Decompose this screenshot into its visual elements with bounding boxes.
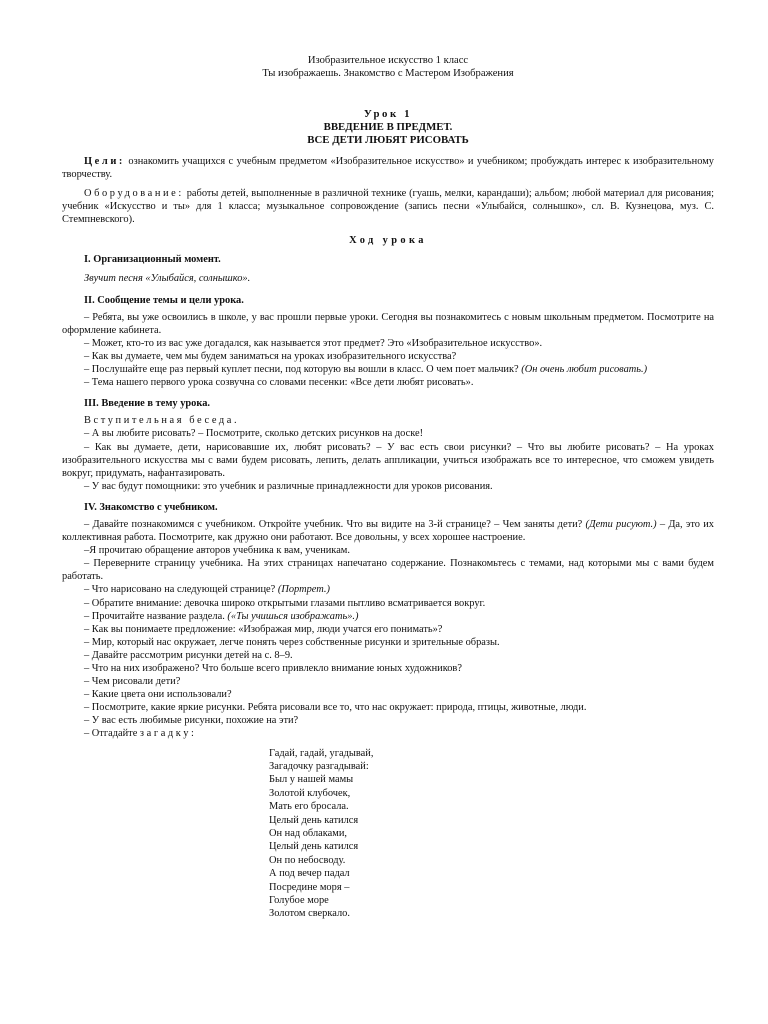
poem-line: Золотом сверкало. bbox=[269, 908, 350, 920]
section-2-listen-answer: (Он очень любит рисовать.) bbox=[521, 364, 648, 376]
lesson-number: Урок 1 bbox=[363, 107, 413, 120]
section-4-text: – Что нарисовано на следующей странице? bbox=[84, 584, 276, 596]
section-3-title: III. Введение в тему урока. bbox=[84, 398, 210, 410]
section-4-line: –Я прочитаю обращение авторов учебника к вам, ученикам. bbox=[84, 545, 350, 557]
poem-line: А под вечер падал bbox=[269, 868, 350, 880]
section-4-line: – Обратите внимание: девочка широко открытыми глазами пытливо всматривается вокруг. bbox=[84, 597, 486, 609]
equipment-paragraph bbox=[62, 187, 714, 226]
section-4-line: – Чем рисовали дети? bbox=[84, 676, 181, 688]
section-2-line: – Как вы думаете, чем мы будем заниматься на уроках изобразительного искусства? bbox=[84, 350, 457, 362]
section-4-line: – Давайте рассмотрим рисунки детей на с. 8–9. bbox=[84, 649, 293, 661]
section-2-line: – Может, кто-то из вас уже догадался, как называется этот предмет? Это «Изобразительное искусство». bbox=[84, 337, 543, 349]
lesson-title-2: ВСЕ ДЕТИ ЛЮБЯТ РИСОВАТЬ bbox=[307, 133, 469, 146]
section-4-line: – Что на них изображено? Что больше всего привлекло внимание юных художников? bbox=[84, 663, 462, 674]
section-4-answer: (Дети рисуют.) bbox=[585, 518, 657, 530]
section-2-listen-text: – Послушайте еще раз первый куплет песни, под которую вы вошли в класс. О чем поет мальчик? bbox=[84, 364, 519, 376]
section-2-title: II. Сообщение темы и цели урока. bbox=[84, 294, 244, 306]
poem-line: Гадай, гадай, угадывай, bbox=[269, 747, 374, 759]
section-3-body bbox=[62, 414, 714, 493]
poem-line: Посредине моря – bbox=[269, 881, 350, 893]
section-4-line: – Переверните страницу учебника. На этих страницах напечатано содержание. Познакомьтесь с темами, над которыми мы с вами будем работать. bbox=[62, 558, 714, 583]
section-3-line: – У вас будут помощники: это учебник и различные принадлежности для уроков рисования. bbox=[84, 480, 493, 492]
goals-label: Цели: bbox=[84, 155, 125, 167]
section-4-riddle bbox=[62, 727, 714, 740]
lesson-heading bbox=[62, 108, 714, 147]
goals-text: ознакомить учащихся с учебным предметом «Изобразительное искусство» и учебником; пробуждать интерес к изобразительному творчеству. bbox=[62, 155, 714, 180]
section-4-text: – Отгадайте bbox=[84, 728, 140, 740]
section-4-textbook-intro bbox=[62, 518, 714, 544]
section-1-song: Звучит песня «Улыбайся, солнышко». bbox=[84, 273, 251, 285]
lesson-title-1: ВВЕДЕНИЕ В ПРЕДМЕТ. bbox=[323, 120, 453, 133]
poem-line: Загадочку разгадывай: bbox=[269, 760, 369, 772]
section-4-title: IV. Знакомство с учебником. bbox=[84, 501, 218, 513]
section-4-text: – Да, это их коллективная работа. Посмотрите, как дружно они работают. Все довольны, у всех хорошее настроение. bbox=[62, 518, 714, 544]
riddle-word: загадку: bbox=[139, 728, 197, 740]
poem-line: Он по небосводу. bbox=[269, 854, 346, 866]
poem-line: Целый день катился bbox=[269, 814, 359, 826]
poem-line: Голубое море bbox=[269, 895, 329, 907]
unit-title: Ты изображаешь. Знакомство с Мастером Изображения bbox=[262, 68, 514, 80]
riddle-poem bbox=[269, 747, 714, 921]
course-heading: Ход урока bbox=[349, 235, 427, 247]
section-2-line: – Тема нашего первого урока созвучна со словами песенки: «Все дети любят рисовать». bbox=[84, 377, 474, 389]
section-4-line: – У вас есть любимые рисунки, похожие на эти? bbox=[84, 715, 299, 727]
section-4-line: – Посмотрите, какие яркие рисунки. Ребята рисовали все то, что нас окружает: природа, птицы, животные, люди. bbox=[84, 702, 587, 714]
section-3-line: – А вы любите рисовать? – Посмотрите, сколько детских рисунков на доске! bbox=[84, 428, 424, 440]
section-2-body bbox=[62, 311, 714, 390]
document-header bbox=[62, 54, 714, 81]
equipment-text: работы детей, выполненные в различной технике (гуашь, мелки, карандаши); альбом; любой материал для рисования; учебник «Искусство и ты» для 1 класса; музыкальное сопровождение (запись песни «Улыбайся, солнышко», сл. В. Кузнецова, муз. С. Стемпневского). bbox=[62, 188, 714, 226]
section-2-line: – Ребята, вы уже освоились в школе, у вас прошли первые уроки. Сегодня вы познакомитесь с новым школьным предметом. Посмотрите на оформление кабинета. bbox=[62, 311, 714, 336]
poem-line: Он над облаками, bbox=[269, 828, 347, 839]
section-3-subtitle: Вступительная беседа. bbox=[84, 415, 240, 427]
section-4-line: – Какие цвета они использовали? bbox=[84, 689, 232, 701]
section-4-answer: (Портрет.) bbox=[277, 584, 330, 596]
section-3-line: – Как вы думаете, дети, нарисовавшие их, любят рисовать? – У вас есть свои рисунки? – Что вы любите рисовать? – На уроках изобразительного искусства мы с вами будем рисовать, лепить, делать аппликации, учиться изображать все то интересное, что сможем увидеть вокруг, придумать, нафантазировать. bbox=[62, 441, 714, 479]
goals-paragraph bbox=[62, 155, 714, 181]
section-4-answer: («Ты учишься изображать».) bbox=[227, 610, 359, 622]
course-title: Изобразительное искусство 1 класс bbox=[307, 55, 469, 66]
section-4-text: – Давайте познакомимся с учебником. Откройте учебник. Что вы видите на 3-й странице? – Чем заняты дети? bbox=[84, 518, 583, 530]
section-2-listen bbox=[62, 363, 714, 376]
poem-line: Был у нашей мамы bbox=[269, 774, 354, 786]
equipment-label: Оборудование: bbox=[84, 188, 184, 199]
section-4-portrait bbox=[62, 583, 714, 596]
poem-line: Мать его бросала. bbox=[269, 801, 349, 813]
poem-line: Целый день катился bbox=[269, 841, 359, 853]
section-4-body bbox=[62, 518, 714, 741]
section-4-line: – Как вы понимаете предложение: «Изображая мир, люди учатся его понимать»? bbox=[84, 623, 443, 635]
section-4-text: – Прочитайте название раздела. bbox=[84, 610, 225, 622]
poem-line: Золотой клубочек, bbox=[269, 787, 351, 799]
section-4-line: – Мир, который нас окружает, легче понять через собственные рисунки и зрительные образы. bbox=[84, 636, 500, 648]
section-4-section-name bbox=[62, 610, 714, 623]
section-1-title: I. Организационный момент. bbox=[84, 254, 221, 266]
